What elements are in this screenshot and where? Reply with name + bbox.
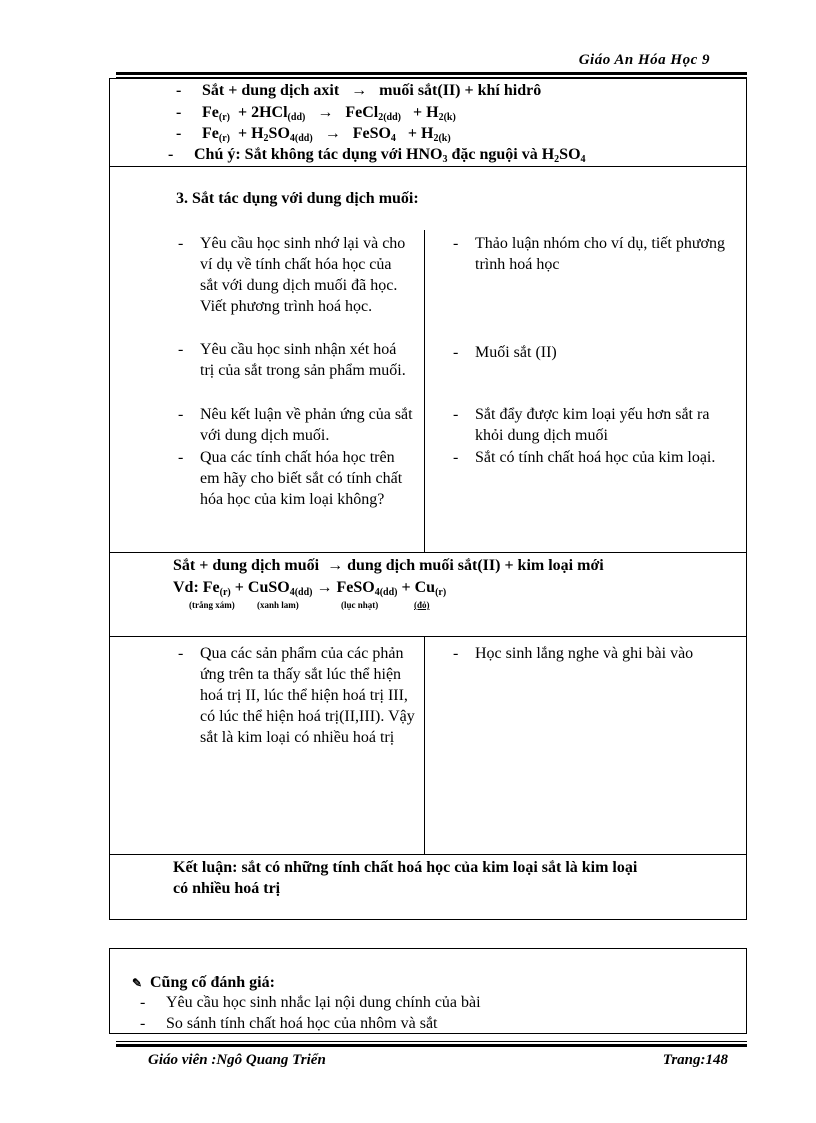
student-column-lower <box>453 643 738 664</box>
header-title: Giáo An Hóa Học 9 <box>578 52 710 68</box>
teacher-column-lower <box>178 643 418 748</box>
reaction-acid-general: - Sắt + dung dịch axit → muối sắt(II) + khí hidrô <box>176 82 542 99</box>
color-note: (trắng xám) <box>189 600 235 610</box>
header-rule-thick <box>116 72 747 75</box>
note-hno3: - Chú ý: Sắt không tác dụng với $HNO_3$ đặc nguội và $H_2SO_4$ <box>168 146 586 165</box>
column-divider <box>424 230 425 552</box>
list-item: - Nêu kết luận về phản ứng của sắt với dung dịch muối. <box>178 406 413 444</box>
footer-rule-thin <box>116 1041 747 1042</box>
reaction-fe-hcl: - $Fe_{(r)} + 2HCl_{(dd)}$ → FeCl$_{2(dd)}$ + $H_{2(k)}$ <box>176 104 456 123</box>
color-note: (đỏ) <box>414 600 430 610</box>
row-divider <box>109 166 747 167</box>
salt-example: Vd: $Fe_{(r)}$ + CuSO$_{4(dd)}$ → FeSO$_{4(dd)}$ + $Cu_{(r)}$ <box>173 579 447 598</box>
footer-page-number: Trang:148 <box>662 1052 728 1068</box>
color-note: (lục nhạt) <box>341 600 379 610</box>
row-divider <box>109 552 747 553</box>
conclusion-line-1: Kết luận: sắt có những tính chất hoá học của kim loại sắt là kim loại <box>173 859 638 876</box>
color-note: (xanh lam) <box>257 600 299 610</box>
list-item: - Sắt có tính chất hoá học của kim loại. <box>453 449 716 466</box>
list-item: - Học sinh lắng nghe và ghi bài vào <box>453 645 694 662</box>
section-heading: 3. Sắt tác dụng với dung dịch muối: <box>176 190 419 207</box>
list-item: - Sắt đẩy được kim loại yếu hơn sắt ra khỏi dung dịch muối <box>453 406 710 444</box>
list-item: - Qua các sản phẩm của các phản ứng trên ta thấy sắt lúc thể hiện hoá trị II, lúc thể hiện hoá trị III, có lúc thể hiện hoá trị(II,III). Vậy sắt là kim loại có nhiều hoá trị <box>178 645 415 746</box>
footer-teacher: Giáo viên :Ngô Quang Triển <box>148 1052 326 1068</box>
list-item: - So sánh tính chất hoá học của nhôm và sắt <box>140 1015 438 1032</box>
list-item: - Thảo luận nhóm cho ví dụ, tiết phương trình hoá học <box>453 235 725 273</box>
footer-rule-thick <box>116 1044 747 1047</box>
review-heading: ✎ Cũng cố đánh giá: <box>132 974 275 991</box>
column-divider <box>424 636 425 854</box>
list-item: - Yêu cầu học sinh nhận xét hoá trị của sắt trong sản phẩm muối. <box>178 341 406 379</box>
row-divider <box>109 636 747 637</box>
row-divider <box>109 854 747 855</box>
list-item: - Muối sắt (II) <box>453 344 557 361</box>
pen-icon: ✎ <box>132 976 143 990</box>
list-item: - Qua các tính chất hóa học trên em hãy cho biết sắt có tính chất hóa học của kim loại không? <box>178 449 403 508</box>
salt-rule: Sắt + dung dịch muối → dung dịch muối sắt(II) + kim loại mới <box>173 557 604 574</box>
conclusion-line-2: có nhiều hoá trị <box>173 880 281 897</box>
reaction-fe-h2so4: - $Fe_{(r)} + H_2SO_{4(dd)}$ → FeSO$_4$ + $H_{2(k)}$ <box>176 125 451 144</box>
list-item: - Yêu cầu học sinh nhắc lại nội dung chính của bài <box>140 994 481 1011</box>
list-item: - Yêu cầu học sinh nhớ lại và cho ví dụ về tính chất hóa học của sắt với dung dịch muối đã học. Viết phương trình hoá học. <box>178 235 406 315</box>
